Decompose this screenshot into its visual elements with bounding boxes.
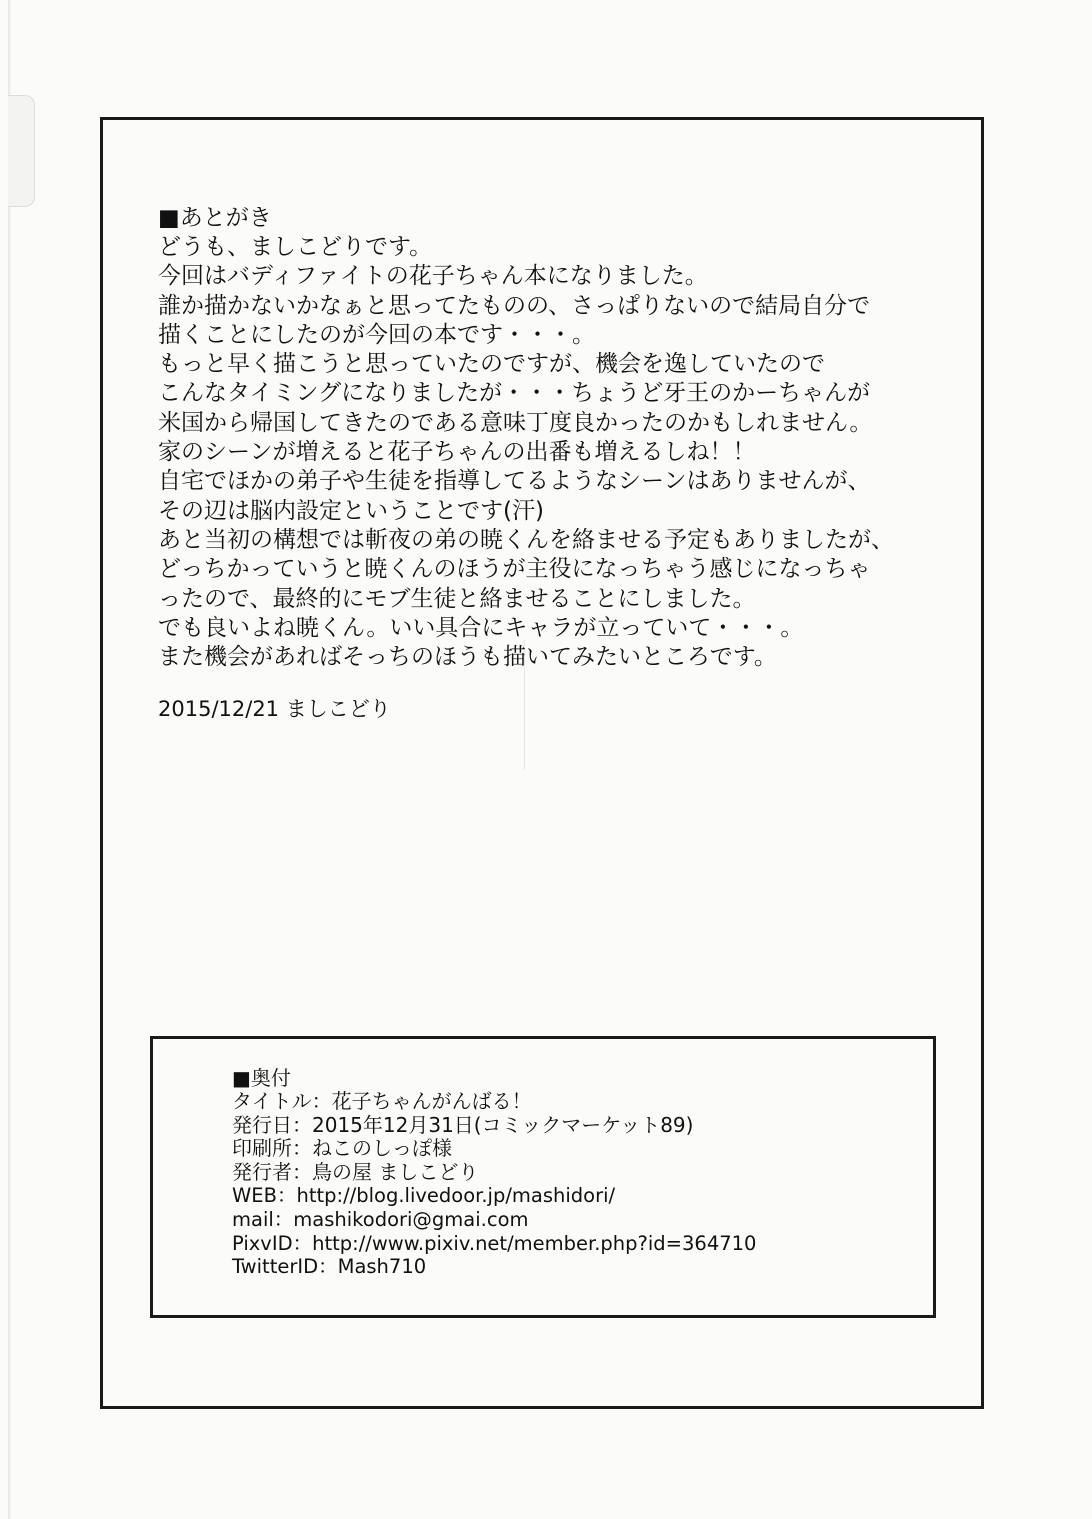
- colophon-heading: ■奥付: [232, 1066, 291, 1090]
- afterword-heading: ■あとがき: [158, 205, 272, 231]
- afterword-line: その辺は脳内設定ということです(汗): [158, 497, 544, 524]
- colophon-web: WEB：http://blog.livedoor.jp/mashidori/: [232, 1184, 616, 1208]
- afterword-line: 今回はバディファイトの花子ちゃん本になりました。: [158, 263, 708, 290]
- colophon-mail: mail：mashikodori@gmai.com: [232, 1207, 529, 1231]
- afterword-line: 家のシーンが増えると花子ちゃんの出番も増えるしね！！: [158, 439, 756, 466]
- afterword-line: また機会があればそっちのほうも描いてみたいところです。: [158, 644, 777, 671]
- afterword-line: でも良いよね暁くん。いい具合にキャラが立っていて・・・。: [158, 614, 804, 641]
- afterword-line: あと当初の構想では斬夜の弟の暁くんを絡ませる予定もありましたが、: [158, 526, 894, 553]
- afterword-line: もっと早く描こうと思っていたのですが、機会を逸していたので: [158, 351, 825, 378]
- colophon-twitter: TwitterID：Mash710: [232, 1255, 427, 1279]
- paper-tab-mark: [8, 95, 35, 207]
- afterword-line: 誰か描かないかなぁと思ってたものの、さっぱりないので結局自分で: [158, 292, 871, 319]
- afterword-body: [158, 233, 958, 672]
- afterword-line: こんなタイミングになりましたが・・・ちょうど牙王のかーちゃんが: [158, 380, 871, 407]
- colophon-publisher: 発行者：鳥の屋 ましこどり: [232, 1159, 479, 1184]
- colophon-printer: 印刷所：ねこのしっぽ様: [232, 1136, 452, 1161]
- page-edge: [8, 0, 11, 1519]
- colophon-section: [232, 1066, 912, 1279]
- afterword-signature: 2015/12/21 ましこどり: [158, 697, 391, 722]
- afterword-section: [158, 203, 958, 724]
- afterword-line: 自宅でほかの弟子や生徒を指導してるようなシーンはありませんが、: [158, 468, 871, 495]
- afterword-line: どうも、ましこどりです。: [158, 234, 433, 260]
- afterword-line: ったので、最終的にモブ生徒と絡ませることにしました。: [158, 585, 756, 612]
- colophon-title: タイトル：花子ちゃんがんばる！: [232, 1089, 532, 1113]
- afterword-line: 米国から帰国してきたのである意味丁度良かったのかもしれません。: [158, 409, 873, 436]
- afterword-line: どっちかっていうと暁くんのほうが主役になっちゃう感じになっちゃ: [158, 556, 871, 583]
- colophon-issue-date: 発行日：2015年12月31日(コミックマーケット89): [232, 1112, 694, 1137]
- colophon-pixiv: PixvID：http://www.pixiv.net/member.php?id=364710: [232, 1231, 757, 1255]
- afterword-line: 描くことにしたのが今回の本です・・・。: [158, 321, 595, 348]
